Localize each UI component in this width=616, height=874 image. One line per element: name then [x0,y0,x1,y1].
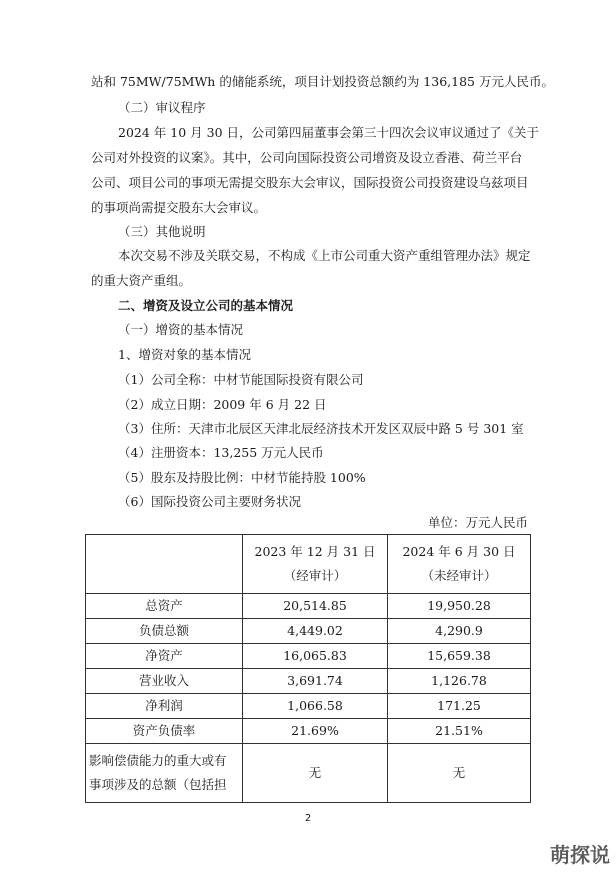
table-row [86,744,531,803]
row-label: 营业收入 [86,669,243,694]
section-heading: （三）其他说明 [118,224,206,239]
row-label-multiline [86,744,243,803]
header-2024-note: （未经审计） [421,568,497,583]
header-empty-cell [86,535,243,594]
row-label: 负债总额 [86,619,243,644]
row-value-2024: 15,659.38 [388,644,531,669]
header-2023-date: 2023 年 12 月 31 日 [254,544,376,559]
table-header-row [86,535,531,594]
info-item: （4）注册资本：13,255 万元人民币 [118,445,324,460]
row-label: 净资产 [86,644,243,669]
unit-label: 单位：万元人民币 [427,515,528,530]
header-2023-note: （经审计） [283,568,347,583]
section-heading: （二）审议程序 [118,100,206,115]
info-item: （6）国际投资公司主要财务状况 [118,494,301,509]
para-line: 的重大资产重组。 [91,273,192,288]
row-value-2023: 16,065.83 [243,644,388,669]
header-2024-date: 2024 年 6 月 30 日 [402,544,516,559]
section-heading: 1、增资对象的基本情况 [118,347,251,362]
info-item: （2）成立日期：2009 年 6 月 22 日 [118,397,327,412]
row-label-line: 影响偿债能力的重大或有 [89,753,227,768]
row-label: 总资产 [86,594,243,619]
row-value-2024: 1,126.78 [388,669,531,694]
chapter-heading: 二、增资及设立公司的基本情况 [118,298,294,313]
row-value-2023: 1,066.58 [243,694,388,719]
table-row [86,594,531,619]
table-row [86,719,531,744]
para-line: 本次交易不涉及关联交易，不构成《上市公司重大资产重组管理办法》规定 [118,248,531,263]
para-line: 公司、项目公司的事项无需提交股东大会审议，国际投资公司投资建设乌兹项目 [91,175,529,190]
table-row [86,619,531,644]
info-item: （1）公司全称：中材节能国际投资有限公司 [118,372,364,387]
para-line: 公司对外投资的议案》。其中，公司向国际投资公司增资及设立香港、荷兰平台 [91,150,523,165]
header-2024 [388,535,531,594]
row-value-2023: 无 [243,744,388,803]
row-value-2024: 4,290.9 [388,619,531,644]
row-value-2024: 171.25 [388,694,531,719]
row-value-2024: 21.51% [388,719,531,744]
row-label: 净利润 [86,694,243,719]
para-line: 站和 75MW/75MWh 的储能系统，项目计划投资总额约为 136,185 万元人民币。 [91,74,554,89]
row-value-2023: 3,691.74 [243,669,388,694]
para-line: 的事项尚需提交股东大会审议。 [91,200,267,215]
info-item: （3）住所：天津市北辰区天津北辰经济技术开发区双辰中路 5 号 301 室 [118,421,524,436]
row-label: 资产负债率 [86,719,243,744]
header-2023 [243,535,388,594]
row-value-2023: 4,449.02 [243,619,388,644]
row-label-line: 事项涉及的总额（包括担 [89,777,227,792]
row-value-2023: 21.69% [243,719,388,744]
row-value-2024: 19,950.28 [388,594,531,619]
table-row [86,644,531,669]
page-number: 2 [304,813,312,824]
table-row [86,694,531,719]
row-value-2024: 无 [388,744,531,803]
financial-table [85,534,531,803]
watermark-logo: 萌探说 [550,843,610,867]
table-row [86,669,531,694]
para-line: 2024 年 10 月 30 日，公司第四届董事会第三十四次会议审议通过了《关于 [118,125,539,140]
row-value-2023: 20,514.85 [243,594,388,619]
info-item: （5）股东及持股比例：中材节能持股 100% [118,470,366,485]
section-heading: （一）增资的基本情况 [118,322,244,337]
